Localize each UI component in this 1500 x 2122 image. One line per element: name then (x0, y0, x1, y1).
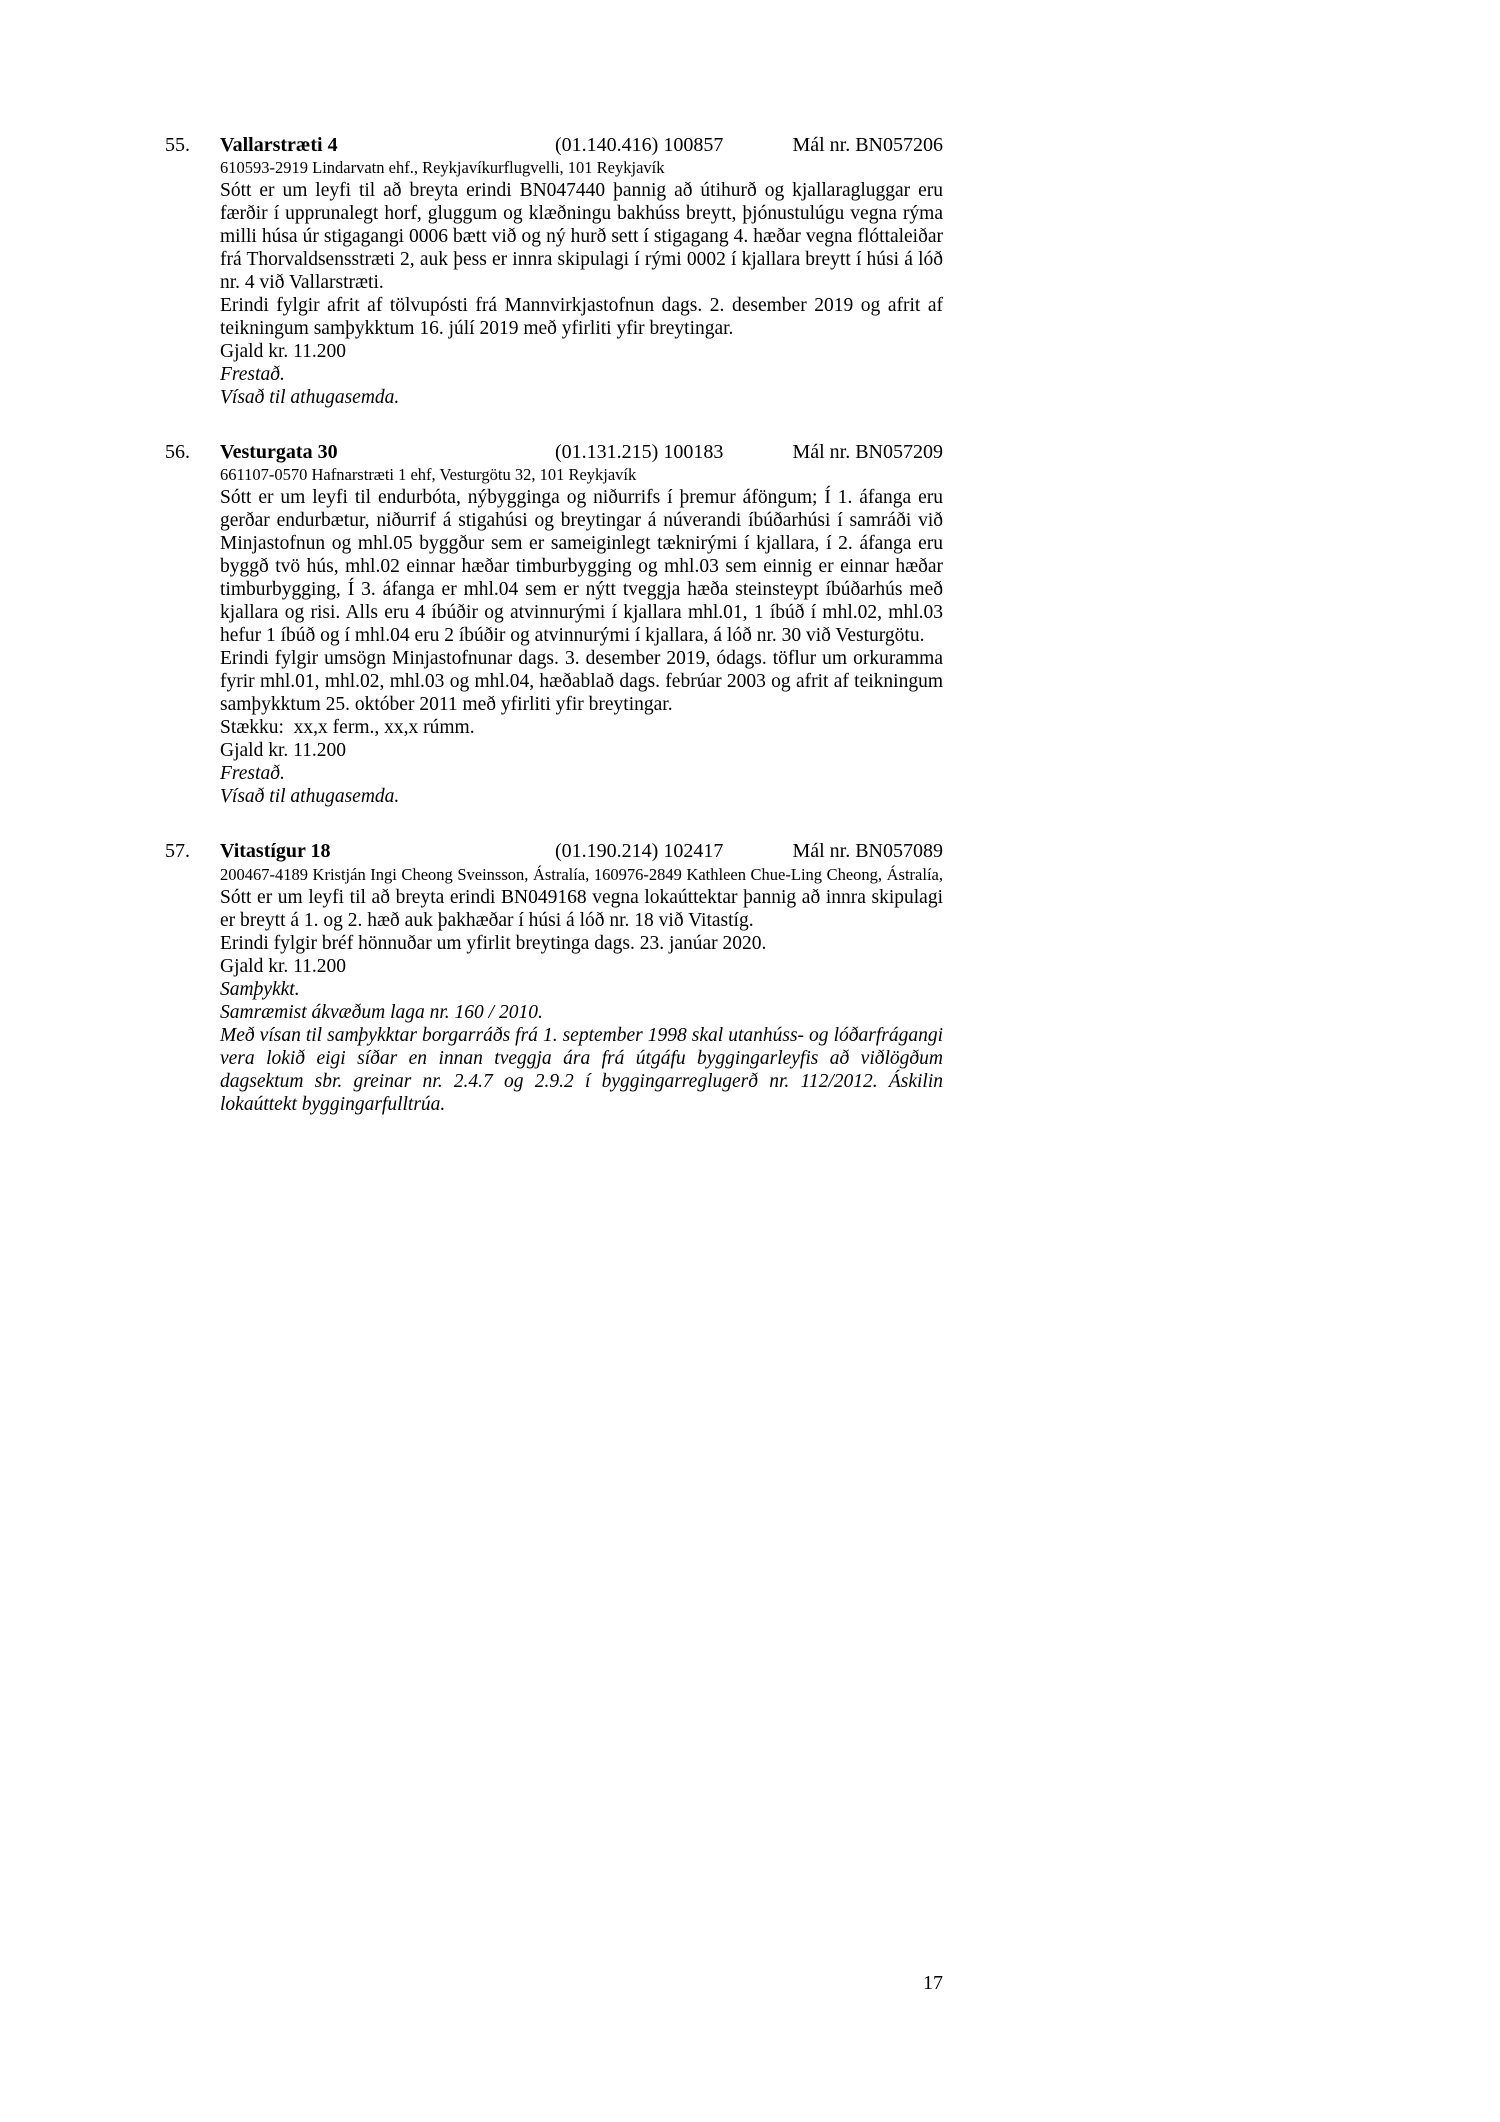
item-body (220, 863, 943, 1116)
item-fee-line: Gjald kr. 11.200 (220, 956, 347, 977)
item-decision-line: Vísað til athugasemda. (220, 786, 400, 807)
item-paragraph: Erindi fylgir bréf hönnuðar um yfirlit breytinga dags. 23. janúar 2020. (220, 933, 767, 954)
item-paragraph (220, 863, 943, 932)
item-paragraph: Sótt er um leyfi til að breyta erindi BN047440 þannig að útihurð og kjallaragluggar eru færðir í upprunalegt horf, gluggum og klæðningu bakhúss breytt, þjónustulúgu vegna rýma milli húsa úr stigagangi 0006 bætt við og ný hurð sett í stigagang 4. hæðar vegna flóttaleiðar frá Thorvaldsensstræti 2, auk þess er innra skipulagi í rými 0002 í kjallara breytt í húsi á lóð nr. 4 við Vallarstræti. (220, 180, 943, 293)
page-number: 17 (923, 1972, 943, 1994)
item-property-code: (01.131.215) 100183 (555, 441, 724, 463)
item-paragraph: Erindi fylgir umsögn Minjastofnunar dags. 3. desember 2019, ódags. töflur um orkuramma fyrir mhl.01, mhl.02, mhl.03 og mhl.04, hæðablað dags. febrúar 2003 og afrit af teikningum samþykktum 25. október 2011 með yfirliti yfir breytingar. (220, 648, 943, 715)
item-decision-line: Með vísan til samþykktar borgarráðs frá 1. september 1998 skal utanhúss- og lóðarfrágangi vera lokið eigi síðar en innan tveggja ára frá útgáfu byggingarleyfis að viðlögðum dagsektum sbr. greinar nr. 2.4.7 og 2.9.2 í byggingarreglugerð nr. 112/2012. Áskilin lokaúttekt byggingarfulltrúa. (220, 1025, 943, 1115)
item-decision-line: Frestað. (220, 763, 285, 784)
item-size-line: Stækku: xx,x ferm., xx,x rúmm. (220, 717, 475, 738)
item-owner-line: 200467-4189 Kristján Ingi Cheong Sveinsson, Ástralía, 160976-2849 Kathleen Chue-Ling Cheong, Ástralía, (220, 865, 943, 884)
item-owner-line: 610593-2919 Lindarvatn ehf., Reykjavíkurflugvelli, 101 Reykjavík (220, 158, 665, 177)
item-owner-line: 661107-0570 Hafnarstræti 1 ehf, Vesturgötu 32, 101 Reykjavík (220, 465, 637, 484)
agenda-item-57 (165, 840, 943, 1116)
item-case-number: Mál nr. BN057089 (792, 840, 943, 862)
item-case-number: Mál nr. BN057206 (792, 134, 943, 156)
item-body (220, 157, 943, 409)
item-fee-line: Gjald kr. 11.200 (220, 341, 347, 362)
item-case-number: Mál nr. BN057209 (792, 441, 943, 463)
item-body (220, 464, 943, 808)
item-number: 57. (165, 840, 190, 862)
agenda-item-56 (165, 441, 943, 808)
item-property-code: (01.140.416) 100857 (555, 134, 724, 156)
item-property-code: (01.190.214) 102417 (555, 840, 724, 862)
item-number: 56. (165, 441, 190, 463)
item-paragraph-text: Sótt er um leyfi til að breyta erindi BN049168 vegna lokaúttektar þannig að innra skipulagi er breytt á 1. og 2. hæð auk þakhæðar í húsi á lóð nr. 18 við Vitastíg. (220, 887, 943, 931)
agenda-item-55 (165, 134, 943, 409)
item-decision-line: Frestað. (220, 364, 285, 385)
item-number: 55. (165, 134, 190, 156)
item-paragraph: Erindi fylgir afrit af tölvupósti frá Mannvirkjastofnun dags. 2. desember 2019 og afrit af teikningum samþykktum 16. júlí 2019 með yfirliti yfir breytingar. (220, 295, 943, 339)
item-header (165, 441, 943, 464)
item-decision-line: Samræmist ákvæðum laga nr. 160 / 2010. (220, 1002, 543, 1023)
item-header (165, 840, 943, 863)
item-decision-line: Vísað til athugasemda. (220, 387, 400, 408)
item-fee-line: Gjald kr. 11.200 (220, 740, 347, 761)
item-decision-line: Samþykkt. (220, 979, 300, 1000)
item-title: Vitastígur 18 (220, 840, 331, 862)
item-title: Vallarstræti 4 (220, 134, 338, 156)
item-paragraph: Sótt er um leyfi til endurbóta, nýbygginga og niðurrifs í þremur áföngum; Í 1. áfanga eru gerðar endurbætur, niðurrif á stigahúsi og breytingar á núverandi íbúðarhúsi í samráði við Minjastofnun og mhl.05 byggður sem er sameiginlegt tæknirými í kjallara, í 2. áfanga eru byggð tvö hús, mhl.02 einnar hæðar timburbygging og mhl.03 sem einnig er einnar hæðar timburbygging, Í 3. áfanga er mhl.04 sem er nýtt tveggja hæða steinsteypt íbúðarhús með kjallara og risi. Alls eru 4 íbúðir og atvinnurými í kjallara mhl.01, 1 íbúð í mhl.02, mhl.03 hefur 1 íbúð og í mhl.04 eru 2 íbúðir og atvinnurými í kjallara, á lóð nr. 30 við Vesturgötu. (220, 487, 943, 646)
item-header (165, 134, 943, 157)
document-content (165, 134, 943, 1148)
item-title: Vesturgata 30 (220, 441, 338, 463)
